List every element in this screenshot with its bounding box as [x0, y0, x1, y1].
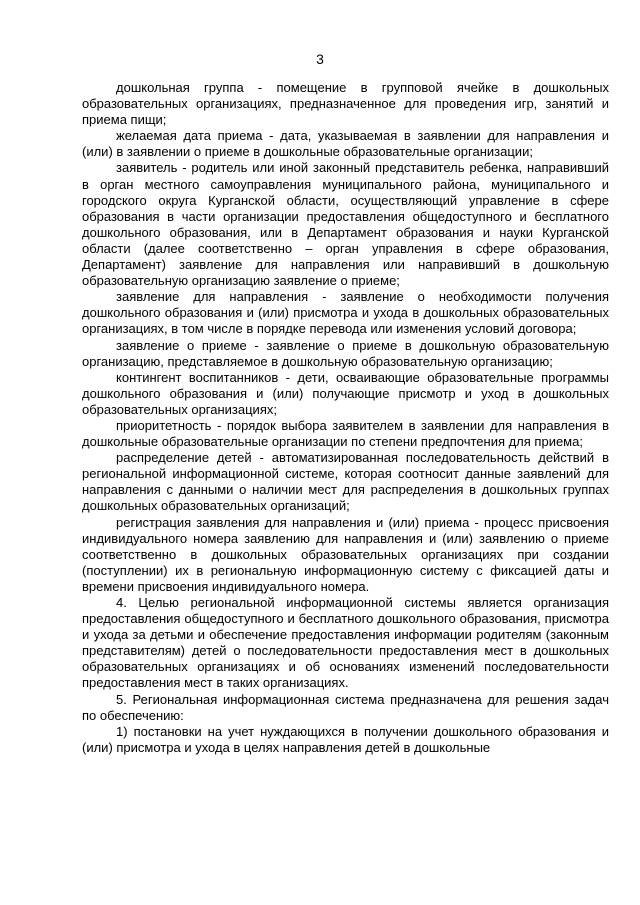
paragraph-definition-distribution: распределение детей - автоматизированная последовательность действий в региональной информационной системе, которая соотносит данные заявлений для направления с данными о наличии мест для распределения в дошкольных группах дошкольных образовательных организаций; [82, 450, 609, 514]
paragraph-definition-admission-application: заявление о приеме - заявление о приеме в дошкольную образовательную организацию, представляемое в дошкольную образовательную организацию; [82, 337, 609, 369]
paragraph-section-5: 5. Региональная информационная система предназначена для решения задач по обеспечению: [82, 691, 609, 723]
paragraph-definition-referral-application: заявление для направления - заявление о необходимости получения дошкольного образования и (или) присмотра и ухода в дошкольных образовательных организациях, в том числе в порядке перевода или изменения условий договора; [82, 289, 609, 337]
paragraph-definition-preschool-group: дошкольная группа - помещение в групповой ячейке в дошкольных образовательных организациях, предназначенное для проведения игр, занятий и приема пищи; [82, 80, 609, 128]
page-number: 3 [316, 51, 324, 67]
paragraph-definition-applicant: заявитель - родитель или иной законный представитель ребенка, направивший в орган местного самоуправления муниципального района, муниципального и городского округа Курганской области, осуществляющий управление в сфере образования в части организации предоставления общедоступного и бесплатного дошкольного образования, или в Департамент образования и науки Курганской области (далее соответственно – орган управления в сфере образования, Департамент) заявление для направления или направивший в дошкольную образовательную организацию заявление о приеме; [82, 160, 609, 289]
paragraph-definition-pupil-contingent: контингент воспитанников - дети, осваивающие образовательные программы дошкольного образования и (или) получающие присмотр и уход в дошкольных образовательных организациях; [82, 369, 609, 417]
paragraph-section-4: 4. Целью региональной информационной системы является организация предоставления общедоступного и бесплатного дошкольного образования, присмотра и ухода за детьми и обеспечение предоставления информации родителям (законным представителям) детей о последовательности предоставления мест в дошкольных образовательных организациях и об основаниях изменений последовательности предоставления мест в таких организациях. [82, 595, 609, 691]
paragraph-section-5-item-1: 1) постановки на учет нуждающихся в получении дошкольного образования и (или) присмотра и ухода в целях направления детей в дошкольные [82, 723, 609, 755]
paragraph-definition-registration: регистрация заявления для направления и (или) приема - процесс присвоения индивидуального номера заявлению для направления и (или) заявлению о приеме соответственно в дошкольных образовательных организациях при создании (поступлении) их в региональную информационную систему с фиксацией даты и времени присвоения индивидуального номера. [82, 514, 609, 594]
document-body [82, 80, 609, 756]
paragraph-definition-priority: приоритетность - порядок выбора заявителем в заявлении для направления в дошкольные образовательные организации по степени предпочтения для приема; [82, 417, 609, 450]
paragraph-definition-desired-date: желаемая дата приема - дата, указываемая в заявлении для направления и (или) в заявлении о приеме в дошкольные образовательные организации; [82, 128, 609, 160]
